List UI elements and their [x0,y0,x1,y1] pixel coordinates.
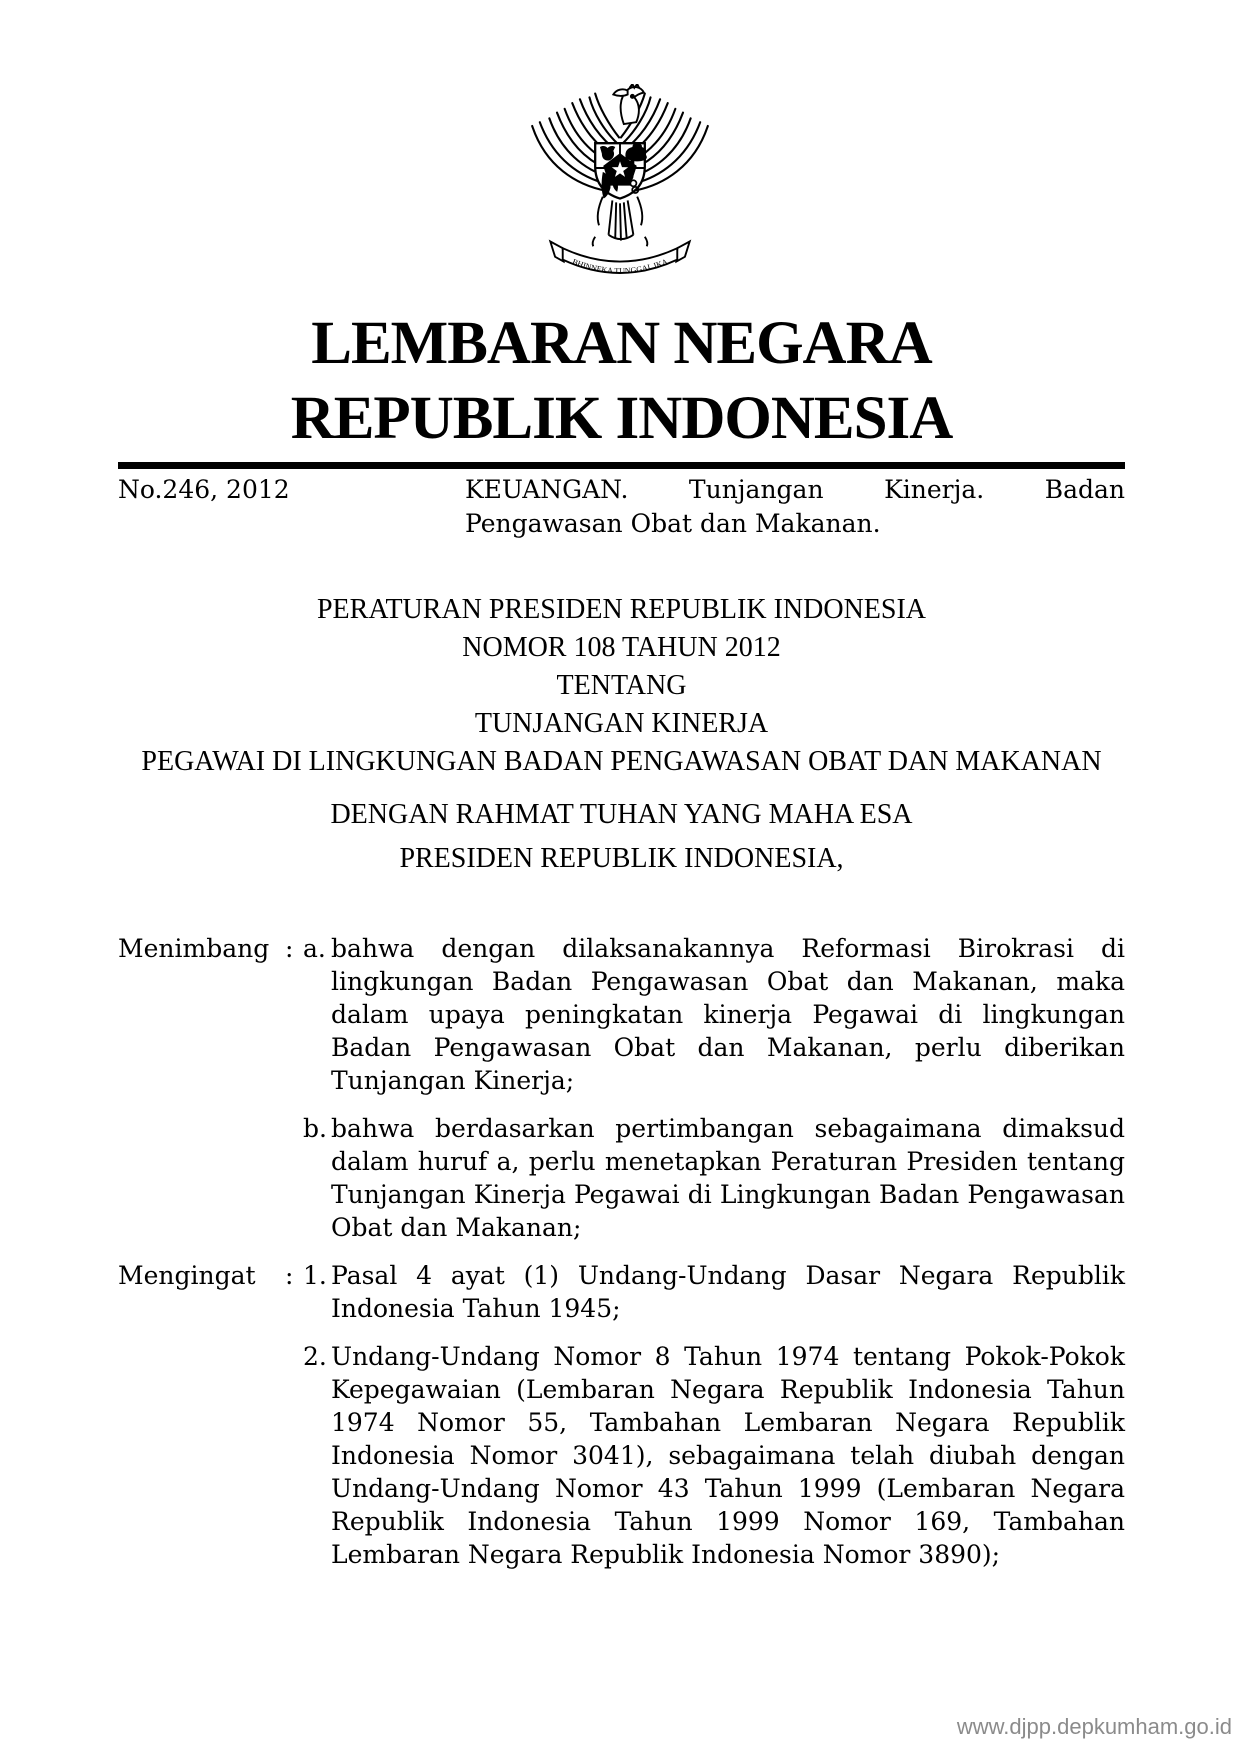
mengingat-marker-2: 2. [303,1342,327,1371]
heading-line3: TENTANG [556,670,687,701]
mengingat-text-1: Pasal 4 ayat (1) Undang-Undang Dasar Negara Republik Indonesia Tahun 1945; [331,1261,1125,1323]
heading-line1: PERATURAN PRESIDEN REPUBLIK INDONESIA [316,594,927,625]
mengingat-text-2: Undang-Undang Nomor 8 Tahun 1974 tentang Pokok-Pokok Kepegawaian (Lembaran Negara Republik Indonesia Tahun 1974 Nomor 55, Tambahan Lembaran Negara Republik Indonesia Nomor 3041), sebagaimana telah diubah dengan Undang-Undang Nomor 43 Tahun 1999 (Lembaran Negara Republik Indonesia Tahun 1999 Nomor 169, Tambahan Lembaran Negara Republik Indonesia Nomor 3890); [331,1342,1125,1569]
gazette-title-line2: REPUBLIK INDONESIA [290,385,953,452]
masthead-row [118,473,1125,541]
mengingat-label: Mengingat [118,1261,256,1290]
menimbang-marker-b: b. [303,1114,327,1143]
gazette-title-line1: LEMBARAN NEGARA [311,310,932,377]
mengingat-item-1 [118,1259,1125,1325]
menimbang-colon: : [285,934,294,963]
invocation-line: DENGAN RAHMAT TUHAN YANG MAHA ESA [330,799,913,830]
enacting-authority-line: PRESIDEN REPUBLIK INDONESIA, [399,843,844,874]
menimbang-item-b [118,1112,1125,1244]
garuda-pancasila-icon [524,84,716,294]
issue-number: No.246, 2012 [118,475,290,504]
mengingat-item-2 [118,1340,1125,1571]
eagle-head-icon [613,84,644,124]
heading-line5: PEGAWAI DI LINGKUNGAN BADAN PENGAWASAN OBAT DAN MAKANAN [141,746,1102,777]
menimbang-text-a: bahwa dengan dilaksanakannya Reformasi Birokrasi di lingkungan Badan Pengawasan Obat dan Makanan, maka dalam upaya peningkatan kinerja Pegawai di lingkungan Badan Pengawasan Obat dan Makanan, perlu diberikan Tunjangan Kinerja; [331,934,1125,1095]
masthead-rule [118,462,1125,469]
emblem-motto-text: BHINNEKA TUNGGAL IKA [570,257,670,276]
gazette-title [118,306,1125,456]
clauses [118,932,1125,1571]
regulation-heading [118,591,1125,781]
tail-feathers-icon [593,197,648,247]
watermark-url: www.djpp.depkumham.go.id [956,1714,1232,1739]
mengingat-colon: : [285,1261,294,1290]
heading-line2: NOMOR 108 TAHUN 2012 [462,632,781,663]
menimbang-marker-a: a. [303,934,326,963]
menimbang-label: Menimbang [118,934,270,963]
garuda-pancasila-emblem [524,84,716,294]
mengingat-marker-1: 1. [303,1261,327,1290]
heading-line4: TUNJANGAN KINERJA [474,708,769,739]
menimbang-text-b: bahwa berdasarkan pertimbangan sebagaimana dimaksud dalam huruf a, perlu menetapkan Peraturan Presiden tentang Tunjangan Kinerja Pegawai di Lingkungan Badan Pengawasan Obat dan Makanan; [331,1114,1125,1242]
subject-line: KEUANGAN. Tunjangan Kinerja. Badan Pengawasan Obat dan Makanan. [465,475,1125,538]
menimbang-item-a [118,932,1125,1097]
